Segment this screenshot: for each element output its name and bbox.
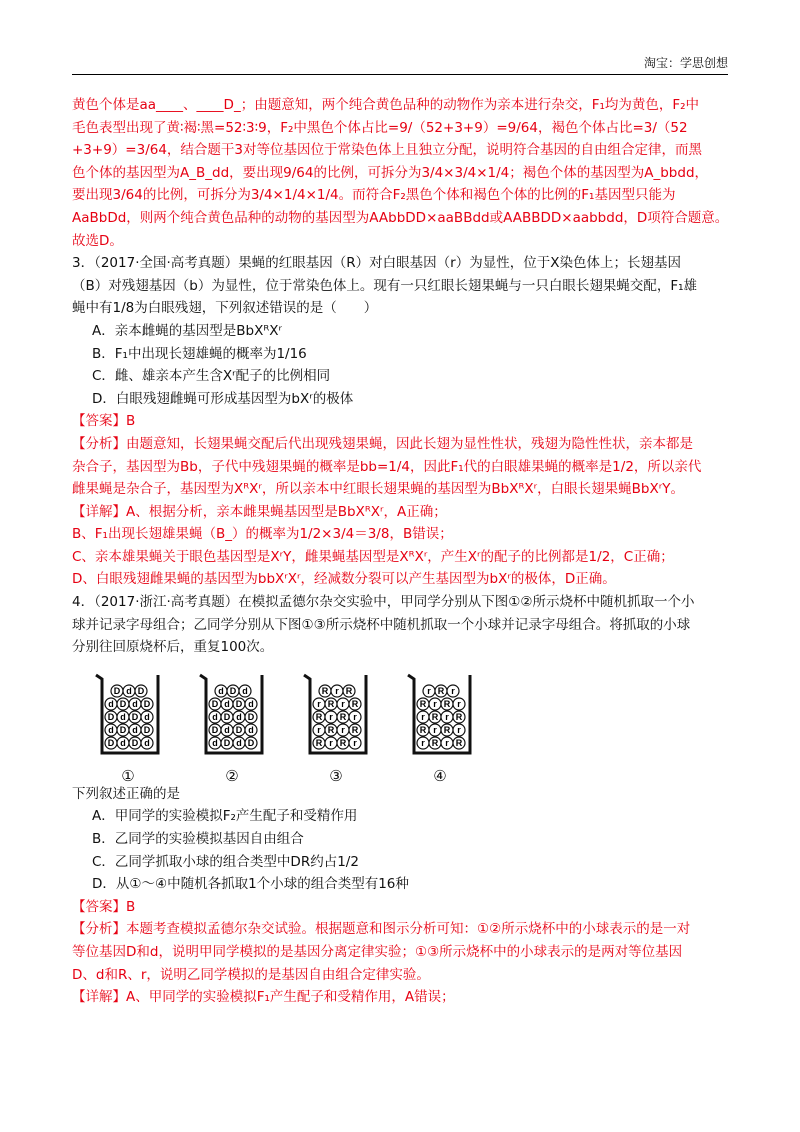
beaker-label: ①: [121, 766, 135, 785]
ball-letter: R: [455, 712, 463, 723]
text-line: 4．（2017·浙江·高考真题）在模拟孟德尔杂交实验中，甲同学分别从下图①②所示烧杯中随机抓取一个小: [72, 594, 695, 611]
ball-letter: d: [212, 738, 218, 749]
ball-letter: r: [445, 712, 449, 723]
beaker-4: [404, 671, 476, 757]
ball-letter: d: [126, 686, 132, 697]
text-line: 蝇中有1/8为白眼残翅，下列叙述错误的是（ ）: [72, 300, 378, 317]
ball-letter: R: [339, 738, 347, 749]
ball-letter: R: [315, 738, 323, 749]
ball-letter: r: [353, 712, 357, 723]
text-line: +3+9）=3/64，结合题干3对等位基因位于常染色体上且独立分配，说明符合基因的自由组合定律，而黑: [72, 142, 703, 159]
header-source: 淘宝：学思创想: [643, 56, 728, 70]
ball-letter: r: [341, 725, 345, 736]
beaker-1: [92, 671, 164, 757]
text-line: 下列叙述正确的是: [72, 785, 180, 802]
ball-letter: R: [443, 699, 451, 710]
ball-letter: d: [242, 686, 248, 697]
ball-letter: r: [451, 686, 455, 697]
ball-letter: r: [329, 712, 333, 723]
ball-letter: d: [132, 699, 138, 710]
ball-letter: D: [143, 699, 151, 710]
text-line: 【分析】由题意知，长翅果蝇交配后代出现残翅果蝇，因此长翅为显性性状，残翅为隐性性状，亲本都是: [72, 435, 693, 452]
ball-letter: r: [335, 686, 339, 697]
document-body: [72, 94, 728, 1009]
ball-letter: D: [131, 712, 139, 723]
beaker-2: [196, 671, 268, 757]
text-line: B、F₁出现长翅雄果蝇（B_）的概率为1/2×3/4＝3/8，B错误；: [72, 526, 453, 543]
ball-letter: R: [315, 712, 323, 723]
text-line: C、亲本雄果蝇关于眼色基因型是XʳY，雌果蝇基因型是XᴿXʳ，产生Xʳ的配子的比例都是1/2，C正确；: [72, 548, 674, 565]
ball-letter: d: [144, 738, 150, 749]
beaker-label: ②: [225, 766, 239, 785]
ball-letter: D: [235, 725, 243, 736]
ball-letter: R: [339, 712, 347, 723]
text-line: A．甲同学的实验模拟F₂产生配子和受精作用: [92, 808, 358, 825]
text-line: 要出现3/64的比例，可拆分为3/4×1/4×1/4。而符合F₂黑色个体和褐色个体的比例的F₁基因型只能为: [72, 187, 676, 204]
text-line: 等位基因D和d，说明甲同学模拟的是基因分离定律实验；①③所示烧杯中的小球表示的是两对等位基因: [72, 944, 683, 960]
text-line: 雌果蝇是杂合子，基因型为XᴿXʳ，所以亲本中红眼长翅果蝇的基因型为BbXᴿXʳ，白眼长翅果蝇BbXʳY。: [72, 481, 684, 498]
ball-letter: d: [108, 725, 114, 736]
ball-letter: R: [345, 686, 353, 697]
ball-letter: r: [329, 738, 333, 749]
ball-letter: d: [218, 686, 224, 697]
text-line: 分别往回原烧杯后，重复100次。: [72, 639, 274, 656]
ball-letter: D: [137, 686, 145, 697]
ball-letter: D: [107, 738, 115, 749]
ball-letter: D: [131, 738, 139, 749]
text-line: 毛色表型出现了黄∶褐∶黑=52∶3∶9，F₂中黑色个体占比=9/（52+3+9）=9/64，褐色个体占比=3/（52: [72, 119, 688, 136]
ball-letter: r: [433, 725, 437, 736]
page-header: [72, 54, 728, 75]
ball-letter: d: [236, 738, 242, 749]
ball-letter: r: [341, 699, 345, 710]
text-line: C．乙同学抓取小球的组合类型中DR约占1/2: [92, 853, 359, 870]
ball-letter: d: [248, 725, 254, 736]
text-line: D．从①～④中随机各抓取1个小球的组合类型有16种: [92, 876, 409, 893]
ball-letter: D: [223, 712, 231, 723]
ball-letter: d: [120, 738, 126, 749]
ball-letter: R: [431, 738, 439, 749]
ball-letter: D: [247, 738, 255, 749]
text-line: B．乙同学的实验模拟基因自由组合: [92, 831, 304, 848]
ball-letter: D: [143, 725, 151, 736]
ball-letter: d: [120, 712, 126, 723]
ball-letter: D: [119, 725, 127, 736]
ball-letter: r: [317, 725, 321, 736]
ball-letter: r: [317, 699, 321, 710]
ball-letter: R: [327, 725, 335, 736]
text-line: 【答案】B: [72, 413, 136, 430]
text-line: 杂合子，基因型为Bb，子代中残翅果蝇的概率是bb=1/4，因此F₁代的白眼雄果蝇的概率是1/2，所以亲代: [72, 458, 702, 475]
text-line: C．雌、雄亲本产生含Xʳ配子的比例相同: [92, 368, 331, 385]
beaker-figure: [72, 663, 728, 783]
ball-letter: D: [223, 738, 231, 749]
text-line: 【详解】A、甲同学的实验模拟F₁产生配子和受精作用，A错误；: [72, 989, 455, 1006]
ball-letter: d: [224, 725, 230, 736]
ball-letter: r: [421, 738, 425, 749]
ball-letter: D: [211, 725, 219, 736]
ball-letter: D: [247, 712, 255, 723]
text-line: D．白眼残翅雌蝇可形成基因型为bXʳ的极体: [92, 390, 354, 407]
ball-letter: R: [437, 686, 445, 697]
ball-letter: D: [229, 686, 237, 697]
ball-letter: R: [327, 699, 335, 710]
ball-letter: r: [445, 738, 449, 749]
ball-letter: d: [248, 699, 254, 710]
ball-letter: r: [353, 738, 357, 749]
text-line: AaBbDd，则两个纯合黄色品种的动物的基因型为AAbbDD×aaBBdd或AABBDD×aabbdd，D项符合题意。: [72, 209, 728, 226]
ball-letter: d: [212, 712, 218, 723]
ball-letter: d: [224, 699, 230, 710]
ball-letter: d: [144, 712, 150, 723]
text-line: 【详解】A、根据分析，亲本雌果蝇基因型是BbXᴿXʳ，A正确；: [72, 503, 447, 520]
ball-letter: r: [457, 725, 461, 736]
ball-letter: R: [419, 699, 427, 710]
ball-letter: R: [321, 686, 329, 697]
beaker-3: [300, 671, 372, 757]
ball-letter: D: [211, 699, 219, 710]
ball-letter: R: [455, 738, 463, 749]
ball-letter: r: [427, 686, 431, 697]
ball-letter: R: [431, 712, 439, 723]
text-line: （B）对残翅基因（b）为显性，位于常染色体上。现有一只红眼长翅果蝇与一只白眼长翅果蝇交配，F₁雄: [72, 277, 698, 294]
text-line: 【答案】B: [72, 898, 136, 915]
ball-letter: r: [421, 712, 425, 723]
text-line: D、白眼残翅雌果蝇的基因型为bbXʳXʳ，经减数分裂可以产生基因型为bXʳ的极体，D正确。: [72, 571, 616, 588]
text-line: 黄色个体是aa____、____D_；由题意知，两个纯合黄色品种的动物作为亲本进行杂交，F₁均为黄色，F₂中: [72, 97, 700, 113]
ball-letter: D: [107, 712, 115, 723]
ball-letter: R: [443, 725, 451, 736]
text-block-2: [72, 783, 728, 1009]
text-line: 故选D。: [72, 232, 123, 249]
ball-letter: D: [113, 686, 121, 697]
text-line: B．F₁中出现长翅雄蝇的概率为1/16: [92, 345, 307, 362]
ball-letter: d: [108, 699, 114, 710]
ball-letter: R: [351, 725, 359, 736]
text-line: 球并记录字母组合；乙同学分别从下图①③所示烧杯中随机抓取一个小球并记录字母组合。将抓取的小球: [72, 616, 691, 633]
ball-letter: r: [433, 699, 437, 710]
ball-letter: r: [457, 699, 461, 710]
ball-letter: d: [236, 712, 242, 723]
ball-letter: R: [419, 725, 427, 736]
ball-letter: D: [235, 699, 243, 710]
text-line: 色个体的基因型为A_B_dd，要出现9/64的比例，可拆分为3/4×3/4×1/4；褐色个体的基因型为A_bbdd，: [72, 164, 709, 181]
text-line: 3．（2017·全国·高考真题）果蝇的红眼基因（R）对白眼基因（r）为显性，位于X染色体上；长翅基因: [72, 255, 681, 272]
text-line: D、d和R、r，说明乙同学模拟的是基因自由组合定律实验。: [72, 966, 430, 983]
beaker-label: ④: [433, 766, 447, 785]
ball-letter: R: [351, 699, 359, 710]
ball-letter: d: [132, 725, 138, 736]
beaker-label: ③: [329, 766, 343, 785]
text-line: A．亲本雌蝇的基因型是BbXᴿXʳ: [92, 322, 282, 339]
text-line: 【分析】本题考查模拟孟德尔杂交试验。根据题意和图示分析可知：①②所示烧杯中的小球表示的是一对: [72, 921, 691, 938]
text-block-1: [72, 94, 728, 659]
ball-letter: D: [119, 699, 127, 710]
